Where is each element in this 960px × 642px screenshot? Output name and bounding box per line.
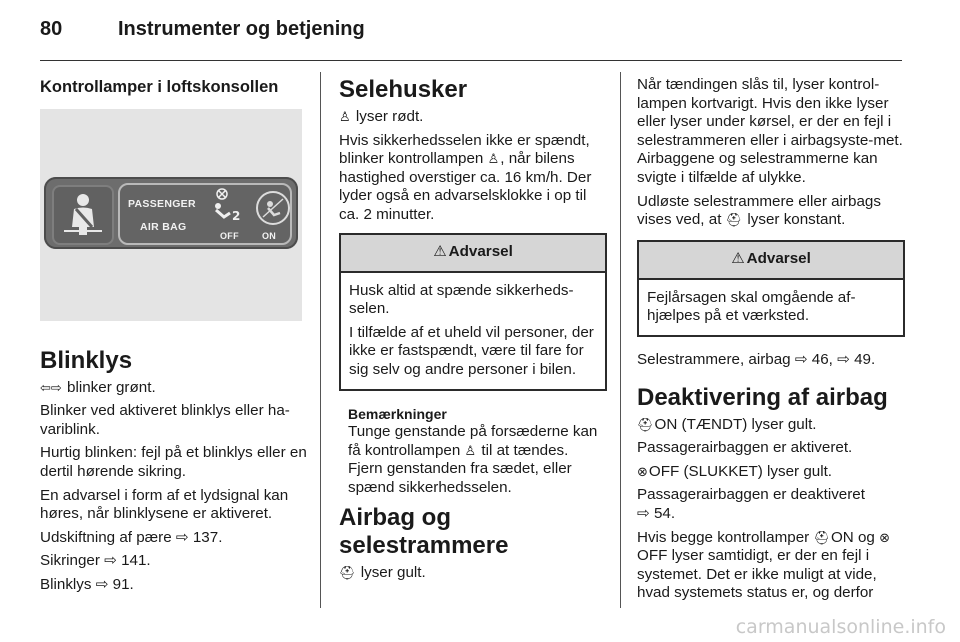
ref-deaktivering[interactable]: ⇨ 54.	[637, 504, 676, 522]
both-c: OFF lyser samtidigt, er der en fejl i systemet. Det er ikke muligt at vide, hvad systemets status er, og derfor	[637, 547, 877, 602]
airbag-off-status-text: OFF (SLUKKET) lyser gult.	[648, 462, 833, 480]
blinklys-status-text: blinker grønt.	[67, 378, 156, 396]
on-label: ON	[262, 230, 277, 241]
col3-p1: Når tændingen slås til, lyser kontrol-lampen kortvarigt. Hvis den ikke lyser eller lyser under kørsel, er der en fejl i selestrammeren eller i airbagsyste-met. Airbaggene og selestrammerne kan svigte i tilfælde af ulykke.	[637, 76, 903, 186]
off-label: OFF	[220, 230, 239, 241]
airbag-on-inline-icon: ⛑	[813, 529, 830, 545]
header-rule	[40, 60, 902, 61]
selehusker-p1-b: , når bilens hastighed overstiger ca. 16 km/h. Der lyder også en advarselsklokke i op til ca. 2 minutter.	[339, 150, 592, 223]
airbag-status	[339, 564, 607, 583]
ref-sikringer[interactable]: Sikringer ⇨ 141.	[40, 552, 151, 570]
airbag-on-small-icon: ⛑	[637, 416, 654, 432]
blinklys-p2: Hurtig blinken: fejl på et blinklys eller en dertil hørende sikring.	[40, 444, 307, 480]
airbag-off-small-icon: ⊗	[637, 463, 648, 479]
chapter-title: Instrumenter og betjening	[118, 18, 365, 40]
blinklys-status	[40, 379, 308, 398]
airbag-off-inline-icon: ⊗	[879, 529, 891, 545]
airbag-off-icon	[208, 187, 252, 223]
both-a: Hvis begge kontrollamper	[637, 528, 810, 546]
warning-box-1	[339, 233, 607, 391]
warning1-p2: I tilfælde af et uheld vil personer, der ikke er fastspændt, være til fare for sig selv og andre personer i bilen.	[349, 323, 594, 378]
selehusker-p1-a: Hvis sikkerhedsselen ikke er spændt, blinker kontrollampen	[339, 131, 590, 168]
note-text-b: til at tændes. Fjern genstanden fra sædet, eller spænd sikkerhedsselen.	[348, 441, 572, 496]
column-divider-1	[320, 72, 321, 608]
airbag-on-status	[637, 416, 905, 435]
seatbelt-icon	[54, 187, 112, 243]
airbag-inline-icon: ⛑	[725, 212, 743, 228]
airbag-label: AIR BAG	[140, 220, 187, 233]
note-block	[339, 405, 607, 498]
page-number: 80	[40, 18, 63, 40]
airbag-status-text: lyser gult.	[360, 563, 426, 581]
col3-p2-b: lyser konstant.	[747, 211, 846, 229]
warning-triangle-icon: ⚠	[433, 243, 447, 261]
col3-p2-a: Udløste selestrammere eller airbags vises ved, at	[637, 192, 881, 229]
airbag-off-status	[637, 463, 905, 482]
airbag-title: Airbag og selestrammere	[339, 503, 509, 559]
warning-header-2	[639, 242, 903, 280]
indicator-panel	[44, 177, 298, 249]
ref-selestrammere[interactable]: Selestrammere, airbag ⇨ 46, ⇨ 49.	[637, 350, 876, 368]
warning-triangle-icon-2: ⚠	[731, 250, 745, 268]
watermark: carmanualsonline.info	[735, 616, 946, 638]
overhead-console-figure	[40, 109, 302, 321]
ref-paere[interactable]: Udskiftning af pære ⇨ 137.	[40, 528, 223, 546]
airbag-off-desc-text: Passagerairbaggen er deaktiveret	[637, 486, 865, 504]
seatbelt-inline-icon: ♙	[487, 151, 500, 167]
airbag-on-status-text: ON (TÆNDT) lyser gult.	[654, 415, 817, 433]
seatbelt-indicator	[52, 185, 114, 245]
column-1	[40, 70, 308, 600]
blinklys-p1: Blinker ved aktiveret blinklys eller ha-variblink.	[40, 402, 290, 438]
seatbelt-small-icon: ♙	[339, 109, 351, 124]
svg-text:2: 2	[232, 208, 241, 223]
warning-body-2	[639, 280, 903, 335]
selehusker-p1	[339, 132, 607, 225]
note-text	[348, 423, 607, 497]
ref-blinklys[interactable]: Blinklys ⇨ 91.	[40, 575, 134, 593]
section-title-loftskonsol: Kontrollamper i loftskonsollen	[40, 78, 279, 96]
column-2	[339, 76, 607, 587]
warning-head-text-2: Advarsel	[746, 250, 811, 268]
warning-box-2	[637, 240, 905, 337]
column-divider-2	[620, 72, 621, 608]
blinklys-title: Blinklys	[40, 346, 133, 374]
warning-body-1	[341, 273, 605, 389]
airbag-icon: ⛑	[339, 564, 356, 580]
warning1-p1: Husk altid at spænde sikkerheds-selen.	[349, 281, 574, 318]
passenger-label: PASSENGER	[128, 197, 196, 210]
note-title: Bemærkninger	[348, 405, 447, 422]
note-text-a: Tunge genstande på forsæderne kan få kontrollampen	[348, 423, 598, 459]
turn-signal-icon: ⇦⇨	[40, 379, 62, 395]
column-3	[637, 76, 905, 608]
warning-header-1	[341, 235, 605, 273]
airbag-on-desc: Passagerairbaggen er aktiveret.	[637, 439, 853, 457]
both-lamps-text	[637, 529, 905, 603]
airbag-off-desc	[637, 486, 905, 523]
blinklys-p3: En advarsel i form af et lydsignal kan høres, når blinklysene er aktiveret.	[40, 486, 289, 523]
selehusker-status	[339, 108, 607, 127]
col3-p2	[637, 193, 905, 230]
deaktivering-title: Deaktivering af airbag	[637, 383, 888, 411]
airbag-on-ring	[256, 191, 290, 225]
airbag-on-icon	[258, 193, 288, 223]
warning2-p1: Fejlårsagen skal omgående af-hjælpes på et værksted.	[647, 288, 856, 325]
passenger-airbag-indicator	[118, 183, 292, 245]
warning-head-text: Advarsel	[448, 243, 513, 261]
selehusker-title: Selehusker	[339, 76, 468, 103]
seatbelt-note-icon: ♙	[464, 442, 477, 458]
both-b: ON og	[830, 528, 875, 546]
selehusker-status-text: lyser rødt.	[355, 108, 424, 125]
page-header	[40, 18, 900, 58]
